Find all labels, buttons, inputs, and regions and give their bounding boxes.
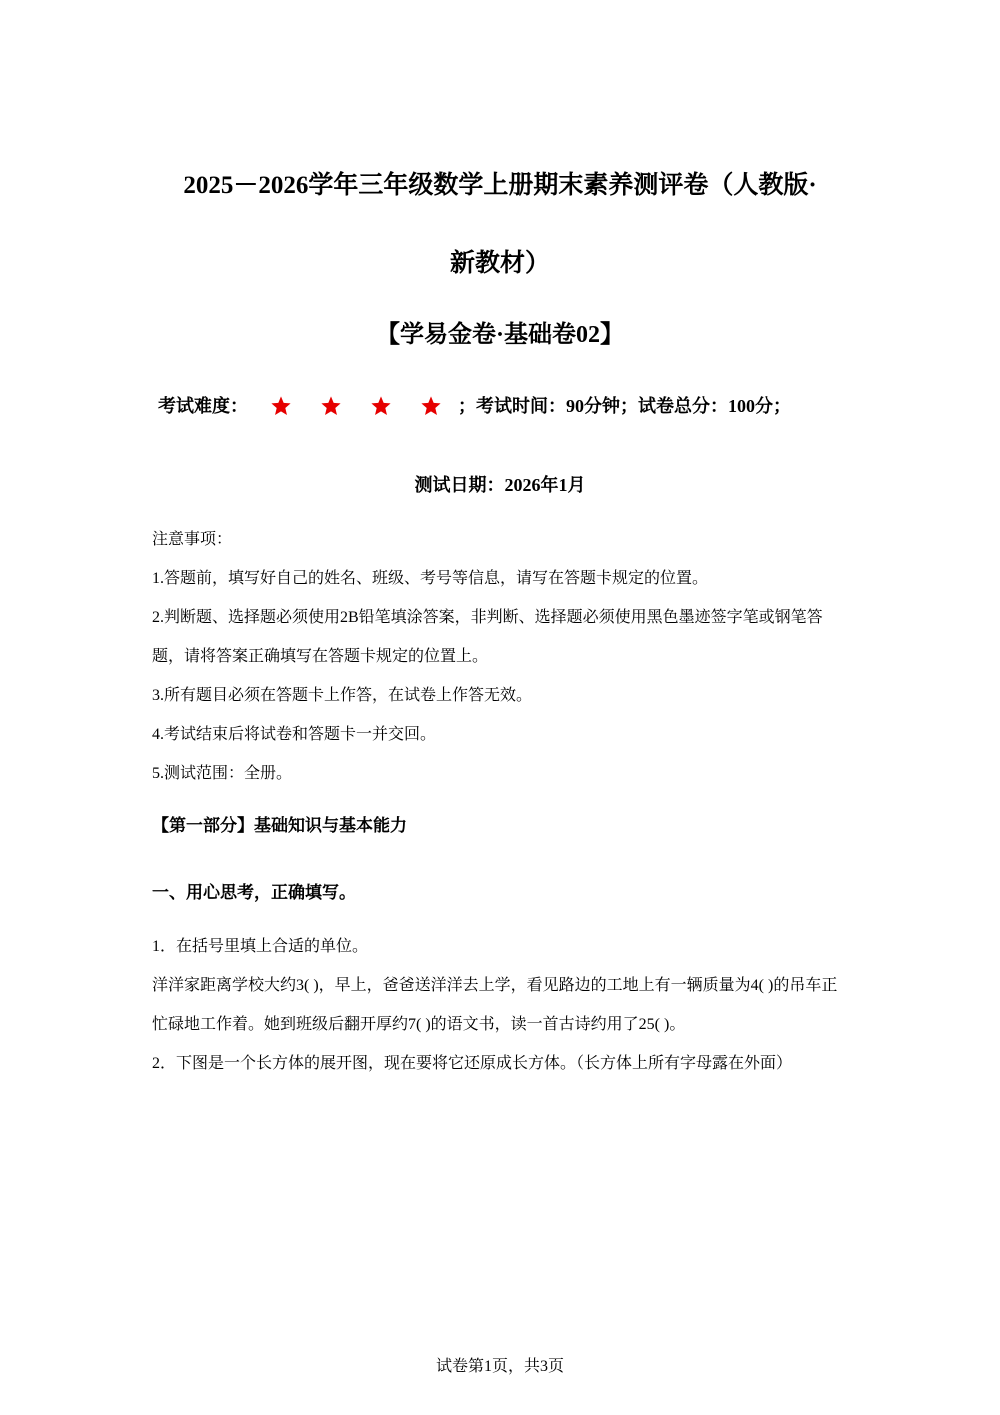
note-item: 1.答题前，填写好自己的姓名、班级、考号等信息，请写在答题卡规定的位置。 [152, 570, 709, 587]
questions-block [152, 927, 852, 1083]
question-stem: 2．下图是一个长方体的展开图，现在要将它还原成长方体。（长方体上所有字母露在外面） [152, 1055, 793, 1072]
exam-time-and-score: ；考试时间：90分钟；试卷总分：100分； [458, 396, 791, 416]
note-item: 5.测试范围：全册。 [152, 765, 293, 782]
difficulty-rating [270, 395, 442, 417]
notes-heading: 注意事项： [152, 531, 233, 548]
difficulty-label: 考试难度： [158, 396, 248, 416]
part-heading: 【第一部分】基础知识与基本能力 [152, 816, 407, 835]
exam-title-line1: 2025－2026学年三年级数学上册期末素养测评卷（人教版· [183, 172, 817, 199]
page-footer: 试卷第1页，共3页 [435, 1358, 564, 1375]
note-item: 3.所有题目必须在答题卡上作答，在试卷上作答无效。 [152, 687, 533, 704]
note-item: 2.判断题、选择题必须使用2B铅笔填涂答案，非判断、选择题必须使用黑色墨迹签字笔或钢笔答题，请将答案正确填写在答题卡规定的位置上。 [152, 609, 823, 665]
star-icon [370, 395, 392, 417]
exam-subtitle: 【学易金卷·基础卷02】 [375, 322, 624, 348]
question-body: 洋洋家距离学校大约3( )，早上，爸爸送洋洋去上学，看见路边的工地上有一辆质量为4( )的吊车正忙碌地工作着。她到班级后翻开厚约7( )的语文书，读一首古诗约用了25( )。 [152, 977, 838, 1033]
exam-title-line2: 新教材） [449, 250, 550, 277]
star-icon [270, 395, 292, 417]
star-icon [320, 395, 342, 417]
exam-date: 测试日期：2026年1月 [414, 475, 586, 495]
note-item: 4.考试结束后将试卷和答题卡一并交回。 [152, 726, 437, 743]
question-stem: 1．在括号里填上合适的单位。 [152, 938, 369, 955]
exam-meta-line [158, 392, 791, 420]
star-icon [420, 395, 442, 417]
section-heading: 一、用心思考，正确填写。 [152, 883, 356, 902]
notes-block [152, 520, 852, 793]
